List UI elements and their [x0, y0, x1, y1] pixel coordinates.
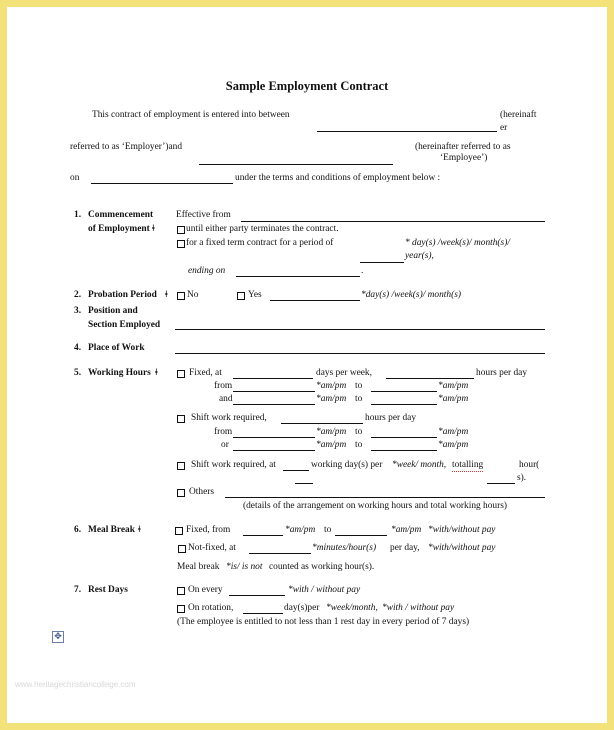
s5-others-checkbox[interactable] — [177, 489, 185, 497]
s5-total-hours-line-2[interactable] — [487, 483, 515, 484]
s6-fixed-checkbox[interactable] — [175, 527, 183, 535]
s5-ampm-6: *am/pm — [438, 427, 469, 437]
s7-rotation-checkbox[interactable] — [177, 605, 185, 613]
s6-title: Meal Break — [88, 525, 135, 535]
s5-title-mark: ǂ — [155, 368, 158, 378]
s4-place-line[interactable] — [175, 353, 545, 354]
s5-number: 5. — [74, 368, 82, 378]
intro-employee-quote: ‘Employee’) — [440, 153, 488, 163]
s5-working-days-per: working day(s) per — [311, 460, 383, 470]
s5-from-2-line[interactable] — [233, 404, 315, 405]
s5-ampm-1: *am/pm — [316, 381, 347, 391]
s6-not-fixed-at: Not-fixed, at — [188, 543, 236, 553]
s5-days-per-week: days per week, — [316, 368, 372, 378]
s1-ending-on: ending on — [188, 266, 226, 276]
s5-to-1: to — [355, 381, 363, 391]
s4-title: Place of Work — [88, 343, 145, 353]
intro-er: er — [500, 123, 508, 133]
s1-period-units-a: * day(s) /week(s)/ month(s)/ — [405, 238, 510, 248]
s2-title: Probation Period — [88, 290, 157, 300]
s7-days-per: day(s)per — [284, 603, 320, 613]
employer-name-line[interactable] — [317, 131, 497, 132]
s6-title-mark: ǂ — [138, 525, 141, 535]
s6-to: to — [324, 525, 332, 535]
s5-to-3: to — [355, 427, 363, 437]
s1-title-b: of Employment — [88, 224, 150, 234]
s5-days-line[interactable] — [233, 378, 313, 379]
s1-until-checkbox[interactable] — [177, 226, 185, 234]
s5-ampm-8: *am/pm — [438, 440, 469, 450]
s6-not-fixed-checkbox[interactable] — [178, 545, 186, 553]
s6-meal-break: Meal break — [177, 562, 220, 572]
s1-period-dot: . — [361, 266, 364, 276]
s2-title-mark: ǂ — [165, 290, 168, 300]
s1-title-a: Commencement — [88, 210, 154, 220]
s1-effective-date-line[interactable] — [241, 221, 545, 222]
s1-until-either: until either party terminates the contract. — [186, 224, 339, 234]
s5-s-paren: s). — [517, 473, 527, 483]
s2-units: *day(s) /week(s)/ month(s) — [361, 290, 461, 300]
s2-number: 2. — [74, 290, 82, 300]
s5-ampm-7: *am/pm — [316, 440, 347, 450]
s7-title: Rest Days — [88, 585, 128, 595]
s7-on-every: On every — [188, 585, 223, 595]
s5-and: and — [219, 394, 233, 404]
employee-name-line[interactable] — [199, 164, 393, 165]
s6-fixed-from-line[interactable] — [243, 535, 283, 536]
s5-details-note: (details of the arrangement on working hours and total working hours) — [243, 501, 507, 511]
table-move-handle-icon[interactable]: ✥ — [52, 631, 64, 643]
s2-yes: Yes — [248, 290, 262, 300]
s5-shift-required-at: Shift work required, at — [191, 460, 276, 470]
s2-probation-length-line[interactable] — [270, 300, 360, 301]
s5-ampm-3: *am/pm — [316, 394, 347, 404]
s5-to-4: to — [355, 440, 363, 450]
s7-number: 7. — [74, 585, 82, 595]
s5-hours-line[interactable] — [386, 378, 474, 379]
intro-hereinaft: (hereinaft — [500, 110, 537, 120]
s1-fixed-term: for a fixed term contract for a period of — [186, 238, 334, 248]
s6-counted: counted as working hour(s). — [269, 562, 375, 572]
contract-date-line[interactable] — [91, 183, 233, 184]
s7-rotation-line[interactable] — [243, 613, 283, 614]
s5-from-3: from — [214, 427, 233, 437]
s7-every-line[interactable] — [229, 595, 285, 596]
s6-is-not: *is/ is not — [226, 562, 263, 572]
s5-shift-hours-line[interactable] — [281, 423, 363, 424]
s5-from-4-line[interactable] — [233, 450, 315, 451]
s6-ampm-1: *am/pm — [285, 525, 316, 535]
intro-hereinafter-referred: (hereinafter referred to as — [415, 142, 511, 152]
s5-shift-checkbox[interactable] — [177, 415, 185, 423]
s6-per-day: per day, — [390, 543, 420, 553]
s6-ampm-2: *am/pm — [391, 525, 422, 535]
s5-fixed-at: Fixed, at — [189, 368, 222, 378]
intro-referred-employer: referred to as ‘Employer’)and — [70, 142, 183, 152]
s2-no-checkbox[interactable] — [177, 292, 185, 300]
s1-fixed-term-checkbox[interactable] — [177, 240, 185, 248]
s5-to-2: to — [355, 394, 363, 404]
s3-title-b: Section Employed — [88, 320, 161, 330]
s1-period-units-b: year(s), — [405, 251, 434, 261]
s5-others-line[interactable] — [225, 497, 545, 498]
s6-with-without-pay-1: *with/without pay — [428, 525, 496, 535]
s2-no: No — [187, 290, 199, 300]
s5-to-1-line[interactable] — [371, 391, 437, 392]
watermark: www.heritagechristiancollege.com — [15, 680, 136, 689]
s5-shift-required: Shift work required, — [191, 413, 267, 423]
s5-ampm-4: *am/pm — [438, 394, 469, 404]
s5-totalling: totalling — [452, 460, 484, 470]
document-title: Sample Employment Contract — [225, 79, 389, 93]
s5-from-3-line[interactable] — [233, 437, 315, 438]
s7-week-month: *week/month, — [326, 603, 378, 613]
s5-to-3-line[interactable] — [371, 437, 437, 438]
s1-number: 1. — [74, 210, 82, 220]
intro-under-terms: under the terms and conditions of employment below : — [235, 173, 441, 183]
s5-fixed-checkbox[interactable] — [177, 370, 185, 378]
s5-to-4-line[interactable] — [371, 450, 437, 451]
intro-line: This contract of employment is entered into between — [92, 110, 290, 120]
document-page — [7, 7, 607, 723]
s3-title-a: Position and — [88, 306, 138, 316]
s6-fixed-to-line[interactable] — [335, 535, 387, 536]
intro-on: on — [70, 173, 80, 183]
s6-with-without-pay-2: *with/without pay — [428, 543, 496, 553]
s5-ampm-2: *am/pm — [438, 381, 469, 391]
s5-from-1: from — [214, 381, 233, 391]
s5-to-2-line[interactable] — [371, 404, 437, 405]
s5-ampm-5: *am/pm — [316, 427, 347, 437]
s2-yes-checkbox[interactable] — [237, 292, 245, 300]
s6-number: 6. — [74, 525, 82, 535]
s5-hour-paren: hour( — [519, 460, 540, 470]
s7-entitled-note: (The employee is entitled to not less than 1 rest day in every period of 7 days) — [177, 617, 470, 627]
s5-total-hours-line[interactable] — [295, 483, 313, 484]
s1-ending-date-line[interactable] — [236, 276, 360, 277]
s7-with-without-pay-2: *with / without pay — [382, 603, 455, 613]
s5-from-1-line[interactable] — [233, 391, 315, 392]
s3-number: 3. — [74, 306, 82, 316]
s1-period-line[interactable] — [360, 262, 404, 263]
s7-on-rotation: On rotation, — [188, 603, 234, 613]
s1-effective-from: Effective from — [176, 210, 231, 220]
s4-number: 4. — [74, 343, 82, 353]
s3-position-line[interactable] — [175, 329, 545, 330]
s6-minutes-hours: *minutes/hour(s) — [312, 543, 377, 553]
s7-with-without-pay-1: *with / without pay — [288, 585, 361, 595]
s5-hours-per-day2: hours per day — [365, 413, 417, 423]
s5-shift-days-line[interactable] — [283, 470, 309, 471]
s5-week-month: *week/ month, — [392, 460, 447, 470]
s5-shift-at-checkbox[interactable] — [177, 462, 185, 470]
s5-or: or — [221, 440, 229, 450]
s5-others: Others — [189, 487, 214, 497]
s5-title: Working Hours — [88, 368, 151, 378]
s1-title-mark: ǂ — [152, 224, 155, 234]
s5-hours-per-day: hours per day — [476, 368, 528, 378]
s6-fixed-from: Fixed, from — [186, 525, 231, 535]
s7-every-checkbox[interactable] — [177, 587, 185, 595]
s6-not-fixed-line[interactable] — [249, 553, 311, 554]
